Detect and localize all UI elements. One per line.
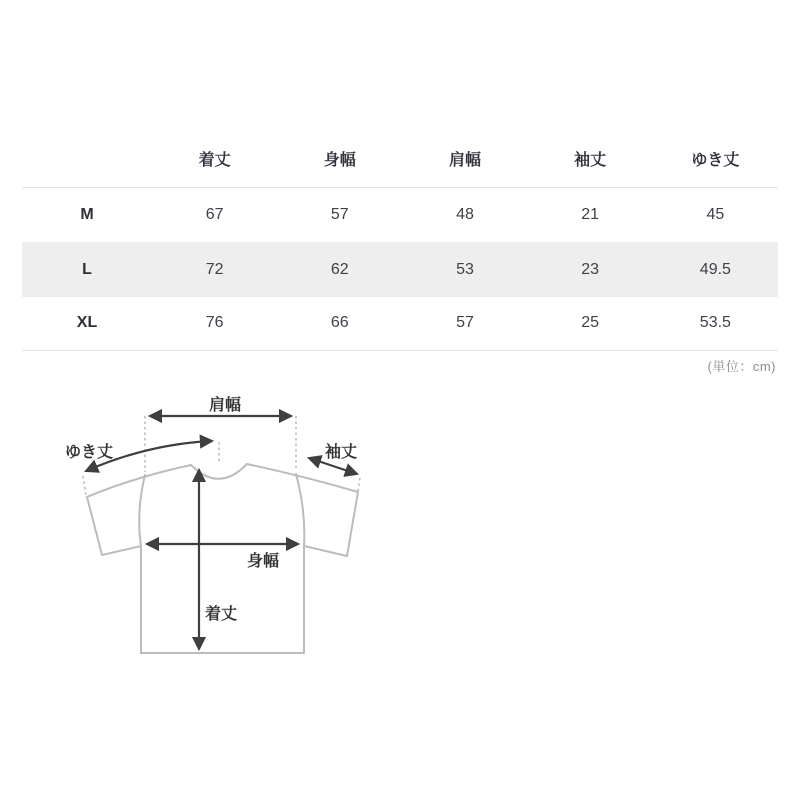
tshirt-measurement-diagram	[40, 380, 460, 680]
yuki-length-label: ゆき丈	[64, 444, 114, 461]
size-label: L	[82, 260, 92, 278]
col-header-shoulder-width: 肩幅	[402, 131, 527, 187]
col-header-yuki-length: ゆき丈	[653, 131, 778, 187]
value-cell: 66	[330, 314, 349, 332]
value-cell: 23	[581, 260, 600, 278]
value-cell: 21	[581, 205, 600, 223]
col-header-body-width: 身幅	[277, 131, 402, 187]
value-cell: 76	[205, 314, 224, 332]
col-header-sleeve-length: 袖丈	[528, 131, 653, 187]
body-length-label: 着丈	[204, 606, 238, 623]
value-cell: 53.5	[699, 314, 731, 332]
corner-cell	[22, 131, 152, 187]
table-row-xl	[22, 297, 778, 350]
table-row-m	[22, 187, 778, 242]
value-cell: 57	[456, 314, 474, 332]
value-cell: 45	[706, 205, 725, 223]
value-cell: 48	[456, 205, 474, 223]
size-table	[22, 131, 778, 351]
tshirt-outline	[87, 464, 358, 653]
col-header-body-length: 着丈	[152, 131, 277, 187]
sleeve-length-label: 袖丈	[324, 444, 358, 461]
value-cell: 72	[205, 260, 224, 278]
diagram-labels	[65, 395, 357, 623]
body-width-label: 身幅	[246, 553, 280, 570]
unit-note: (単位：cm)	[707, 359, 776, 374]
size-label: M	[80, 205, 94, 223]
table-header-row	[22, 131, 778, 187]
size-label: XL	[76, 314, 98, 332]
value-cell: 57	[330, 205, 349, 223]
value-cell: 62	[330, 260, 349, 278]
value-cell: 67	[205, 205, 224, 223]
value-cell: 53	[456, 260, 474, 278]
value-cell: 25	[581, 314, 600, 332]
shoulder-width-label: 肩幅	[208, 397, 242, 414]
table-row-l	[22, 242, 778, 297]
value-cell: 49.5	[699, 260, 731, 278]
